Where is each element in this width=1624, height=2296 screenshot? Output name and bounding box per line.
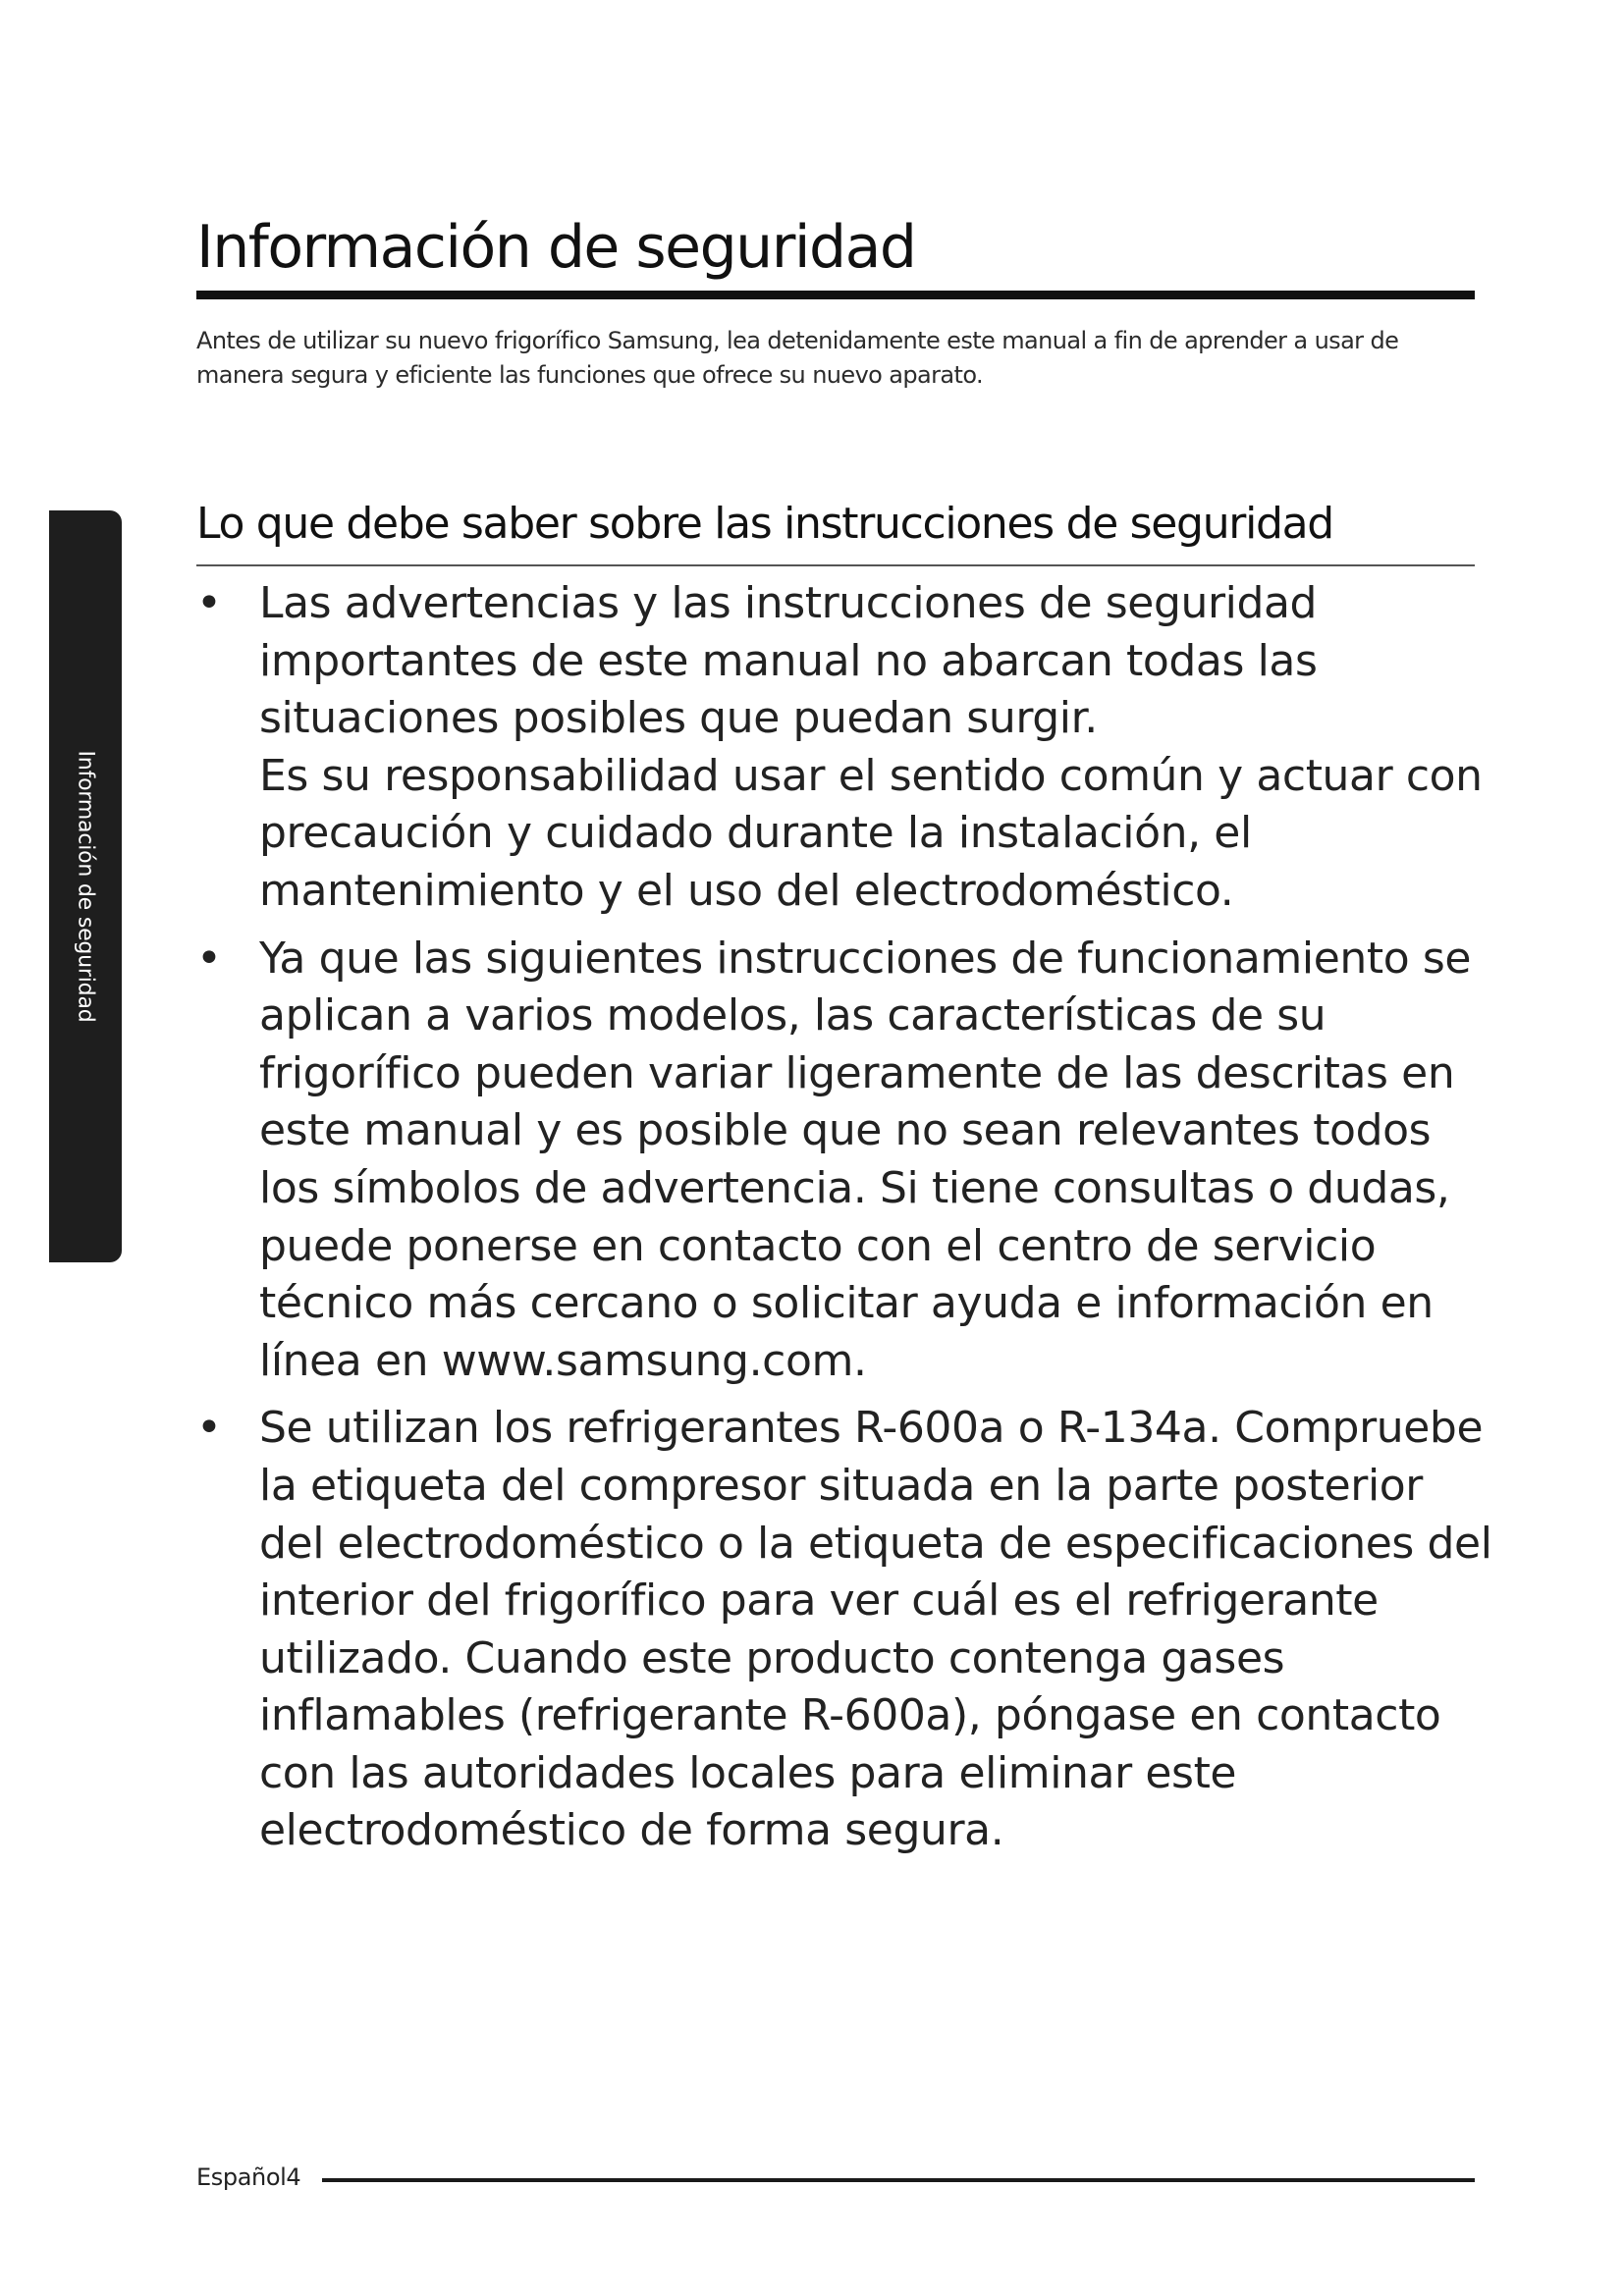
bullet-icon: • (196, 933, 222, 984)
bullet-paragraph: Es su responsabilidad usar el sentido común y actuar con precaución y cuidado durante la instalación, el mantenimiento y el uso del electrodoméstico. (259, 750, 1483, 916)
bullet-paragraph: Las advertencias y las instrucciones de seguridad importantes de este manual no abarcan todas las situaciones posibles que puedan surgir. (259, 578, 1318, 744)
page-title: Información de seguridad (196, 213, 916, 282)
section-heading: Lo que debe saber sobre las instrucciones de seguridad (196, 499, 1333, 549)
title-divider (196, 291, 1475, 299)
safety-bullet-list (196, 575, 1492, 1870)
footer-divider (322, 2178, 1475, 2182)
list-item (196, 931, 1492, 1391)
page-number: Español4 (196, 2163, 301, 2191)
bullet-icon: • (196, 1403, 222, 1454)
bullet-paragraph: Se utilizan los refrigerantes R-600a o R-134a. Compruebe la etiqueta del compresor situada en la parte posterior del electrodoméstico o la etiqueta de especificaciones del interior del frigorífico para ver cuál es el refrigerante utilizado. Cuando este producto contenga gases inflamables (refrigerante R-600a), póngase en contacto con las autoridades locales para eliminar este electrodoméstico de forma segura. (259, 1403, 1492, 1856)
side-tab-label: Información de seguridad (73, 750, 98, 1023)
intro-paragraph: Antes de utilizar su nuevo frigorífico Samsung, lea detenidamente este manual a fin de aprender a usar de manera segura y eficiente las funciones que ofrece su nuevo aparato. (196, 327, 1399, 389)
bullet-icon: • (196, 578, 222, 628)
list-item (196, 575, 1492, 921)
list-item (196, 1400, 1492, 1860)
section-divider (196, 564, 1475, 566)
bullet-paragraph: Ya que las siguientes instrucciones de funcionamiento se aplican a varios modelos, las características de su frigorífico pueden variar ligeramente de las descritas en este manual y es posible que no sean relevantes todos los símbolos de advertencia. Si tiene consultas o dudas, puede ponerse en contacto con el centro de servicio técnico más cercano o solicitar ayuda e información en línea en www.samsung.com. (259, 933, 1472, 1386)
